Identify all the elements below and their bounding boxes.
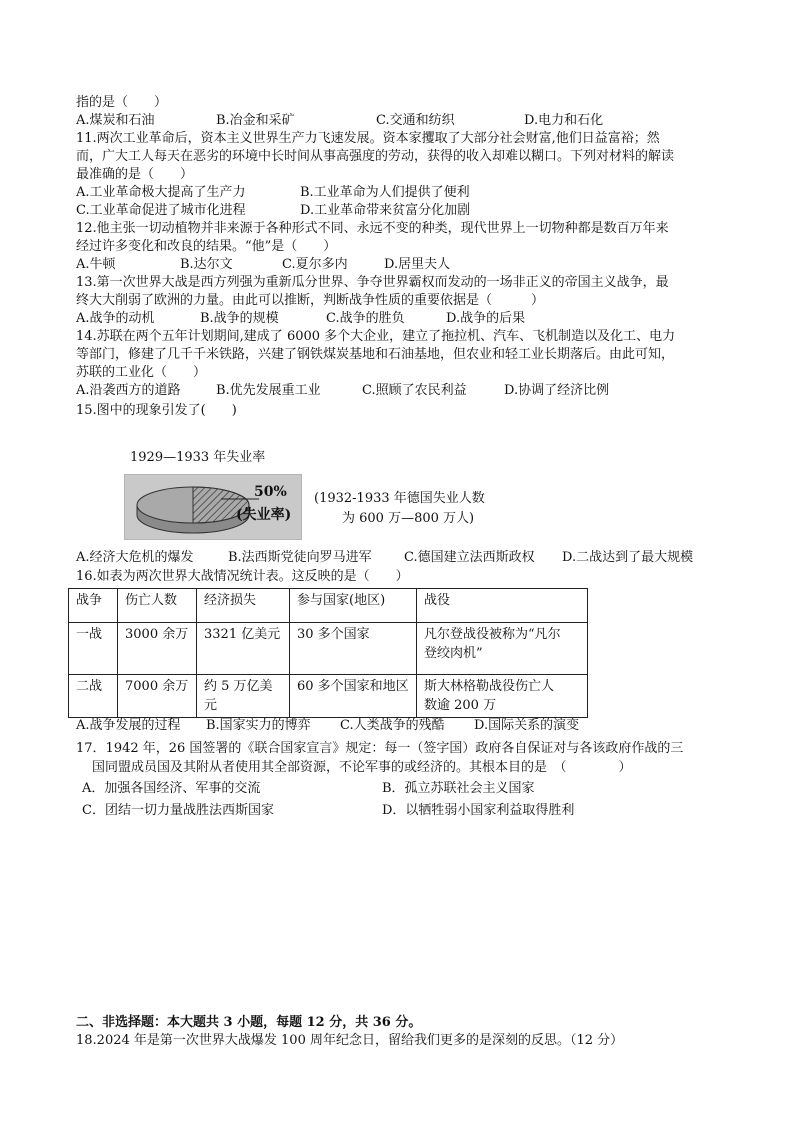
q15-options — [76, 549, 734, 567]
cell-line: 登绞肉机” — [424, 646, 483, 661]
q16-options — [76, 717, 734, 735]
q10-stem-tail: 指的是（ ） — [76, 95, 168, 110]
q11-stem: 11.两次工业革命后，资本主义世界生产力飞速发展。资本家攫取了大部分社会财富,他们日益富裕；然 — [76, 131, 660, 146]
table-cell: 7000 余万 — [118, 675, 197, 718]
pie-series-label: (失业率) — [236, 507, 292, 523]
table-cell: 二战 — [69, 675, 118, 718]
table-cell: 3000 余万 — [118, 623, 197, 675]
table-header-cell: 经济损失 — [197, 589, 290, 623]
q15-stem: 15.图中的现象引发了( ) — [76, 403, 237, 418]
option: C.工业革命促进了城市化进程 — [76, 203, 246, 218]
option: A.工业革命极大提高了生产力 — [76, 185, 246, 200]
table-header-row — [69, 589, 588, 623]
section-heading: 二、非选择题：本大题共 3 小题，每题 12 分，共 36 分。 — [76, 1015, 422, 1030]
table-header-cell: 伤亡人数 — [118, 589, 197, 623]
option: C.德国建立法西斯政权 — [404, 550, 535, 565]
option: B.国家实力的博弈 — [206, 718, 311, 733]
option: D.二战达到了最大规模 — [562, 550, 694, 565]
option: B．孤立苏联社会主义国家 — [382, 781, 535, 796]
q14-options — [76, 382, 734, 400]
q16-stem: 16.如表为两次世界大战情况统计表。这反映的是（ ） — [76, 569, 409, 584]
option: A.经济大危机的爆发 — [76, 550, 194, 565]
option: A.沿袭西方的道路 — [76, 383, 181, 398]
option: B.战争的规模 — [200, 311, 279, 326]
table-cell: 约 5 万亿美元 — [197, 675, 290, 718]
option: B.法西斯党徒向罗马进军 — [228, 550, 372, 565]
option: C.照顾了农民利益 — [362, 383, 467, 398]
war-statistics-table — [68, 588, 588, 718]
option: D.工业革命带来贫富分化加剧 — [300, 203, 471, 218]
table-row — [69, 675, 588, 718]
q13-options — [76, 310, 734, 328]
q11-options — [76, 184, 734, 202]
option: D.国际关系的演变 — [474, 718, 580, 733]
table-cell — [417, 675, 588, 718]
cell-line: 斯大林格勒战役伤亡人 — [424, 679, 555, 694]
q17-stem: 国同盟成员国及其附从者使用其全部资源，不论军事的或经济的。其根本目的是 （ ） — [92, 760, 632, 775]
option: C.人类战争的残酷 — [340, 718, 445, 733]
table-header-cell: 战役 — [417, 589, 588, 623]
q14-stem: 等部门，修建了几千千米铁路，兴建了钢铁煤炭基地和石油基地，但农业和轻工业长期落后。由此可知， — [76, 347, 675, 362]
option: C.交通和纺织 — [376, 113, 455, 128]
cell-line: 数逾 200 万 — [424, 698, 497, 713]
option: A.战争的动机 — [76, 311, 155, 326]
option: B.冶金和采矿 — [216, 113, 295, 128]
option: C.战争的胜负 — [326, 311, 405, 326]
option: A.煤炭和石油 — [76, 113, 155, 128]
figure-title: 1929—1933 年失业率 — [130, 450, 266, 465]
option: B.达尔文 — [180, 257, 233, 272]
q17-stem: 17．1942 年，26 国签署的《联合国家宣言》规定：每一（签字国）政府各自保证对与各该政府作战的三 — [76, 741, 684, 756]
table-header-cell: 参与国家(地区) — [290, 589, 417, 623]
option: B.工业革命为人们提供了便利 — [300, 185, 470, 200]
q12-options — [76, 256, 734, 274]
q14-stem: 14.苏联在两个五年计划期间,建成了 6000 多个大企业，建立了拖拉机、汽车、飞机制造以及化工、电力 — [76, 329, 676, 344]
cell-line: 凡尔登战役被称为“凡尔 — [424, 627, 561, 642]
option: A.牛顿 — [76, 257, 116, 272]
q11-stem: 而，广大工人每天在恶劣的环境中长时间从事高强度的劳动，获得的收入却难以糊口。下列对材料的解读 — [76, 149, 675, 164]
q10-options — [76, 112, 734, 130]
q14-stem: 苏联的工业化（ ） — [76, 365, 207, 380]
q13-stem: 终大大削弱了欧洲的力量。由此可以推断，判断战争性质的重要依据是（ ） — [76, 293, 545, 308]
option: D.居里夫人 — [384, 257, 451, 272]
option: C．团结一切力量战胜法西斯国家 — [82, 803, 274, 818]
figure-note: 为 600 万—800 万人) — [342, 511, 475, 526]
option: D.协调了经济比例 — [504, 383, 610, 398]
pie-percent-label: 50% — [254, 484, 287, 500]
q17-options — [82, 802, 734, 820]
table-cell: 3321 亿美元 — [197, 623, 290, 675]
table-row — [69, 623, 588, 675]
table-cell — [417, 623, 588, 675]
table-cell: 一战 — [69, 623, 118, 675]
option: C.夏尔多内 — [282, 257, 348, 272]
q11-stem: 最准确的是（ ） — [76, 167, 194, 182]
q11-options — [76, 202, 734, 220]
table-cell: 60 多个国家和地区 — [290, 675, 417, 718]
option: D.电力和石化 — [524, 113, 604, 128]
q12-stem: 12.他主张一切动植物并非来源于各种形式不同、永远不变的种类，现代世界上一切物种都是数百万年来 — [76, 221, 669, 236]
option: B.优先发展重工业 — [216, 383, 321, 398]
q17-options — [82, 780, 734, 798]
option: D．以牺牲弱小国家利益取得胜利 — [382, 803, 575, 818]
option: A.战争发展的过程 — [76, 718, 181, 733]
option: D.战争的后果 — [446, 311, 526, 326]
q13-stem: 13.第一次世界大战是西方列强为重新瓜分世界、争夺世界霸权而发动的一场非正义的帝国主义战争，最 — [76, 275, 669, 290]
q18-stem: 18.2024 年是第一次世界大战爆发 100 周年纪念日，留给我们更多的是深刻的反思。（12 分） — [76, 1033, 624, 1048]
table-header-cell: 战争 — [69, 589, 118, 623]
q12-stem: 经过许多变化和改良的结果。“他”是（ ） — [76, 239, 337, 254]
figure-note: (1932-1933 年德国失业人数 — [314, 491, 485, 506]
option: A．加强各国经济、军事的交流 — [82, 781, 261, 796]
table-cell: 30 多个国家 — [290, 623, 417, 675]
